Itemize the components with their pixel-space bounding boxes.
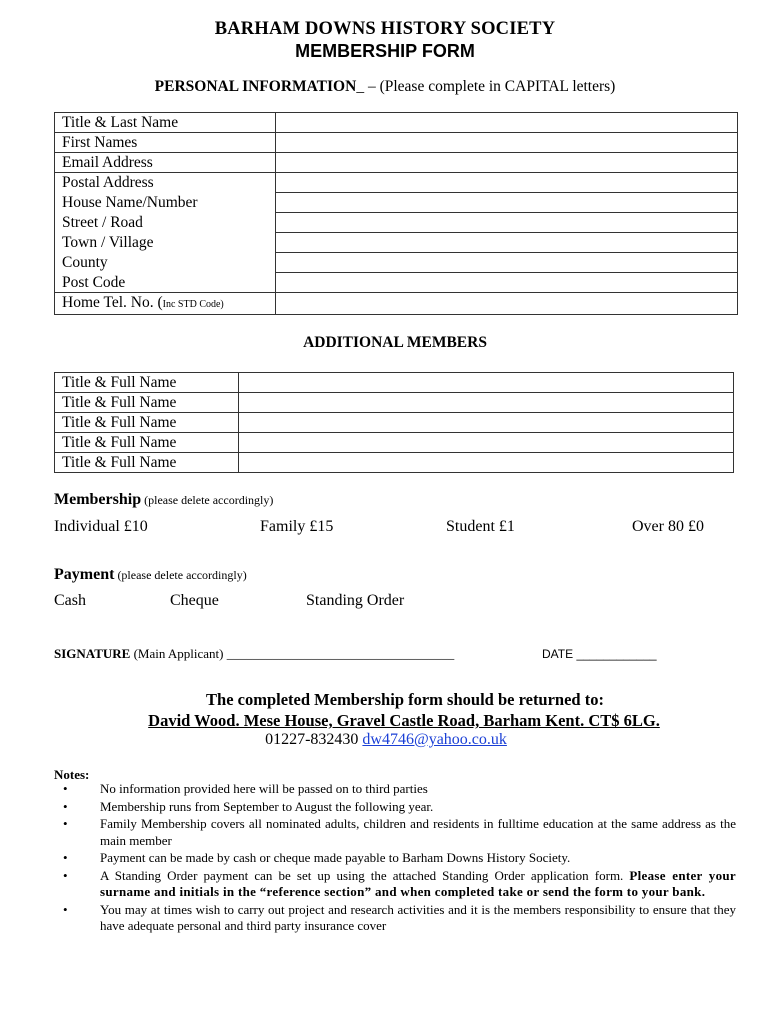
payment-option-cash[interactable]: Cash (54, 592, 86, 609)
additional-member-label: Title & Full Name (55, 453, 239, 473)
field-label-postal-address: Postal Address (55, 173, 276, 193)
membership-note: (please delete accordingly) (141, 493, 274, 507)
field-label-email-address: Email Address (55, 153, 276, 173)
membership-label: Membership (54, 491, 142, 508)
personal-row (55, 293, 738, 315)
membership-option-over-80[interactable]: Over 80 £0 (632, 518, 704, 535)
personal-row (55, 113, 738, 133)
field-input-title-last-name[interactable] (276, 113, 738, 133)
membership-option-individual[interactable]: Individual £10 (54, 518, 148, 535)
note-item (54, 781, 736, 798)
personal-info-table (54, 112, 738, 315)
note-text: No information provided here will be passed on to third parties (100, 781, 428, 796)
additional-member-label: Title & Full Name (55, 413, 239, 433)
form-title: MEMBERSHIP FORM (295, 41, 475, 61)
payment-heading (54, 566, 247, 584)
field-input-first-names[interactable] (276, 133, 738, 153)
field-input-email-address[interactable] (276, 153, 738, 173)
personal-row (55, 253, 738, 273)
note-text-bold: Please enter your surname and initials in the “reference section” and when completed take or send the form to your bank. (100, 867, 736, 899)
personal-row (55, 213, 738, 233)
additional-member-label: Title & Full Name (55, 393, 239, 413)
note-text: Membership runs from September to August the following year. (100, 798, 434, 814)
additional-member-input[interactable] (239, 373, 734, 393)
personal-info-heading-bold: PERSONAL INFORMATION (154, 78, 357, 95)
additional-member-row (55, 453, 734, 473)
personal-info-heading (0, 78, 770, 96)
additional-members-table (54, 372, 734, 473)
bullet-icon: • (63, 901, 68, 917)
note-text: A Standing Order payment can be set up using the attached Standing Order application form. (100, 867, 630, 883)
bullet-icon: • (63, 850, 68, 865)
additional-member-input[interactable] (239, 433, 734, 453)
additional-member-row (55, 373, 734, 393)
field-label-home-tel (55, 293, 276, 315)
additional-member-label: Title & Full Name (55, 433, 239, 453)
bullet-icon: • (63, 781, 68, 796)
additional-member-row (55, 433, 734, 453)
notes-list (54, 781, 736, 936)
field-label-county: County (55, 253, 276, 273)
bullet-icon: • (63, 816, 68, 831)
field-label-first-names: First Names (55, 133, 276, 153)
note-item (54, 799, 736, 816)
note-item (54, 850, 736, 867)
personal-info-heading-instruction: – (Please complete in CAPITAL letters) (364, 78, 616, 95)
date-blank: ____________ (573, 647, 657, 661)
membership-option-student[interactable]: Student £1 (446, 518, 515, 535)
home-tel-std-note: Inc STD Code) (162, 299, 224, 310)
payment-option-cheque[interactable]: Cheque (170, 592, 219, 609)
additional-member-input[interactable] (239, 393, 734, 413)
return-contact (0, 731, 770, 749)
field-input-home-tel[interactable] (276, 293, 738, 315)
date-line[interactable] (542, 647, 657, 661)
field-input-house-name-number[interactable] (276, 193, 738, 213)
field-input-county[interactable] (276, 253, 738, 273)
field-label-title-last-name: Title & Last Name (55, 113, 276, 133)
bullet-icon: • (63, 798, 68, 814)
additional-member-row (55, 393, 734, 413)
personal-row (55, 233, 738, 253)
signature-line[interactable] (54, 646, 454, 662)
field-input-postal-address[interactable] (276, 173, 738, 193)
bullet-icon: • (63, 867, 68, 883)
additional-member-input[interactable] (239, 453, 734, 473)
field-label-street-road: Street / Road (55, 213, 276, 233)
signature-note: (Main Applicant) ___________________________________ (130, 646, 455, 661)
personal-row (55, 173, 738, 193)
field-label-town-village: Town / Village (55, 233, 276, 253)
personal-info-heading-underscore: _ (356, 78, 365, 95)
return-email-link[interactable]: dw4746@yahoo.co.uk (362, 731, 507, 748)
additional-member-row (55, 413, 734, 433)
signature-label: SIGNATURE (54, 646, 131, 661)
date-label: DATE (542, 647, 574, 661)
additional-members-heading: ADDITIONAL MEMBERS (303, 334, 487, 351)
note-text: Family Membership covers all nominated adults, children and residents in fulltime education at the same address as the main member (100, 816, 736, 848)
payment-label: Payment (54, 566, 115, 583)
payment-option-standing-order[interactable]: Standing Order (306, 592, 405, 609)
personal-row (55, 153, 738, 173)
note-item (54, 816, 736, 849)
field-input-street-road[interactable] (276, 213, 738, 233)
return-phone: 01227-832430 (265, 731, 363, 748)
field-label-post-code: Post Code (55, 273, 276, 293)
payment-note: (please delete accordingly) (114, 568, 247, 582)
home-tel-label: Home Tel. No. ( (62, 294, 163, 311)
field-input-post-code[interactable] (276, 273, 738, 293)
field-label-house-name-number: House Name/Number (55, 193, 276, 213)
additional-member-input[interactable] (239, 413, 734, 433)
membership-heading (54, 491, 273, 509)
field-input-town-village[interactable] (276, 233, 738, 253)
note-item (54, 902, 736, 935)
return-address: David Wood. Mese House, Gravel Castle Road, Barham Kent. CT$ 6LG. (148, 711, 660, 730)
note-text: You may at times wish to carry out project and research activities and it is the members responsibility to ensure that they have adequate personal and third party insurance cover (100, 901, 736, 933)
notes-heading: Notes: (54, 767, 90, 782)
additional-member-label: Title & Full Name (55, 373, 239, 393)
society-name: BARHAM DOWNS HISTORY SOCIETY (214, 19, 556, 39)
membership-option-family[interactable]: Family £15 (260, 518, 334, 535)
note-text: Payment can be made by cash or cheque made payable to Barham Downs History Society. (100, 850, 571, 865)
note-item (54, 868, 736, 901)
return-heading: The completed Membership form should be returned to: (206, 690, 604, 709)
personal-row (55, 133, 738, 153)
personal-row (55, 193, 738, 213)
personal-row (55, 273, 738, 293)
